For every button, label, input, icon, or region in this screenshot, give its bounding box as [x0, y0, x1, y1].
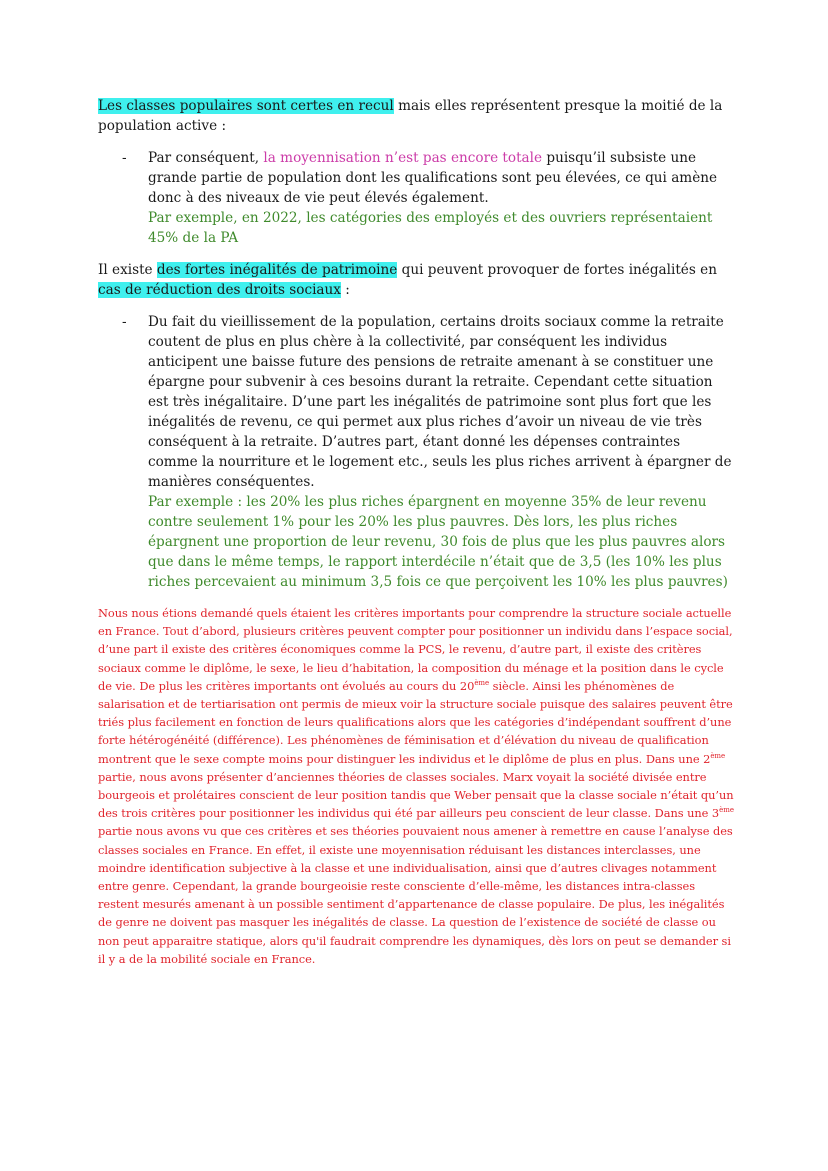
pink-moyennisation-text: la moyennisation n’est pas encore totale [263, 150, 543, 166]
document-page [98, 96, 734, 968]
bullet-dash: - [122, 150, 127, 166]
bullet-dash: - [122, 314, 127, 330]
conclusion-part-4: partie nous avons vu que ces critères et ses théories pouvaient nous amener à remettre en cause l’analyse des classes sociales en France. En effet, il existe une moyennisation réduisant les distances interclasses, une moindre identification subjective à la classe et une individualisation, ainsi que d’autres clivages notamment entre genre. Cependant, la grande bourgeoisie reste consciente d’elle-même, les distances intra-classes restent mesurés amenant à un possible sentiment d’appartenance de classe populaire. De plus, les inégalités de genre ne doivent pas masquer les inégalités de classe. La question de l’existence de société de classe ou non peut apparaitre statique, alors qu'il faudrait comprendre les dynamiques, dès lors on peut se demander si il y a de la mobilité sociale en France. [98, 824, 733, 966]
superscript-eme-3: ème [719, 806, 734, 815]
superscript-eme-1: ème [474, 678, 490, 687]
intro-paragraph-1 [98, 96, 734, 136]
conclusion-part-3: partie, nous avons présenter d’anciennes théories de classes sociales. Marx voyait la société divisée entre bourgeois et prolétaires conscient de leur position tandis que Weber pensait que la classe sociale n’était qu’un des trois critères pour positionner les individus qui été par ailleurs peu conscient de leur classe. Dans une 3 [98, 769, 734, 821]
bullet-moyennisation [98, 148, 734, 248]
highlight-patrimoine: des fortes inégalités de patrimoine [156, 262, 398, 278]
intro-paragraph-2 [98, 260, 734, 300]
intro-2-before: Il existe [98, 262, 157, 278]
bullet-2-text: Du fait du vieillissement de la population, certains droits sociaux comme la retraite coutent de plus en plus chère à la collectivité, par conséquent les individus anticipent une baisse future des pensions de retraite amenant à se constituer une épargne pour subvenir à ces besoins durant la retraite. Cependant cette situation est très inégalitaire. D’une part les inégalités de patrimoine sont plus fort que les inégalités de revenu, ce qui permet aux plus riches d’avoir un niveau de vie très conséquent à la retraite. D’autres part, étant donné les dépenses contraintes comme la nourriture et le logement etc., seuls les plus riches arrivent à épargner de manières conséquentes. [148, 314, 732, 490]
bullet-1-text [148, 148, 734, 208]
conclusion-part-1: Nous nous étions demandé quels étaient les critères importants pour comprendre la structure sociale actuelle en France. Tout d’abord, plusieurs critères peuvent compter pour positionner un individu dans l’espace social, d’une part il existe des critères économiques comme la PCS, le revenu, d’autre part, il existe des critères sociaux comme le diplôme, le sexe, le lieu d’habitation, la composition du ménage et la position dans le cycle de vie. De plus les critères importants ont évolués au cours du 20 [98, 606, 733, 693]
example-2022: Par exemple, en 2022, les catégories des employés et des ouvriers représentaient 45% de la PA [148, 210, 713, 246]
bullet-1-before: Par conséquent, [148, 150, 264, 166]
intro-1-text: mais elles représentent presque la moitié de la population active : [98, 98, 723, 134]
intro-2-after: : [340, 282, 350, 298]
example-epargne: Par exemple : les 20% les plus riches épargnent en moyenne 35% de leur revenu contre seulement 1% pour les 20% les plus pauvres. Dès lors, les plus riches épargnent une proportion de leur revenu, 30 fois de plus que les plus pauvres alors que dans le même temps, le rapport interdécile n’était que de 3,5 (les 10% les plus riches percevaient au minimum 3,5 fois ce que perçoivent les 10% les plus pauvres) [148, 494, 728, 590]
conclusion-paragraph [98, 604, 734, 968]
highlight-droits-sociaux: cas de réduction des droits sociaux [98, 282, 341, 298]
intro-2-middle: qui peuvent provoquer de fortes inégalités en [397, 262, 717, 278]
superscript-eme-2: ème [710, 751, 726, 760]
bullet-1-after: puisqu’il subsiste une grande partie de population dont les qualifications sont peu élevées, ce qui amène donc à des niveaux de vie peut élevés également. [148, 150, 718, 206]
conclusion-part-2: siècle. Ainsi les phénomènes de salarisation et de tertiarisation ont permis de mieux voir la structure sociale puisque des salaires peuvent être triés plus facilement en fonction de leurs qualifications alors que les catégories d’indépendant souffrent d’une forte hétérogénéité (différence). Les phénomènes de féminisation et d’élévation du niveau de qualification montrent que le sexe compte moins pour distinguer les individus et le diplôme de plus en plus. Dans une 2 [98, 678, 733, 766]
bullet-vieillissement [98, 312, 734, 592]
highlight-popular-classes: Les classes populaires sont certes en recul [98, 98, 394, 114]
